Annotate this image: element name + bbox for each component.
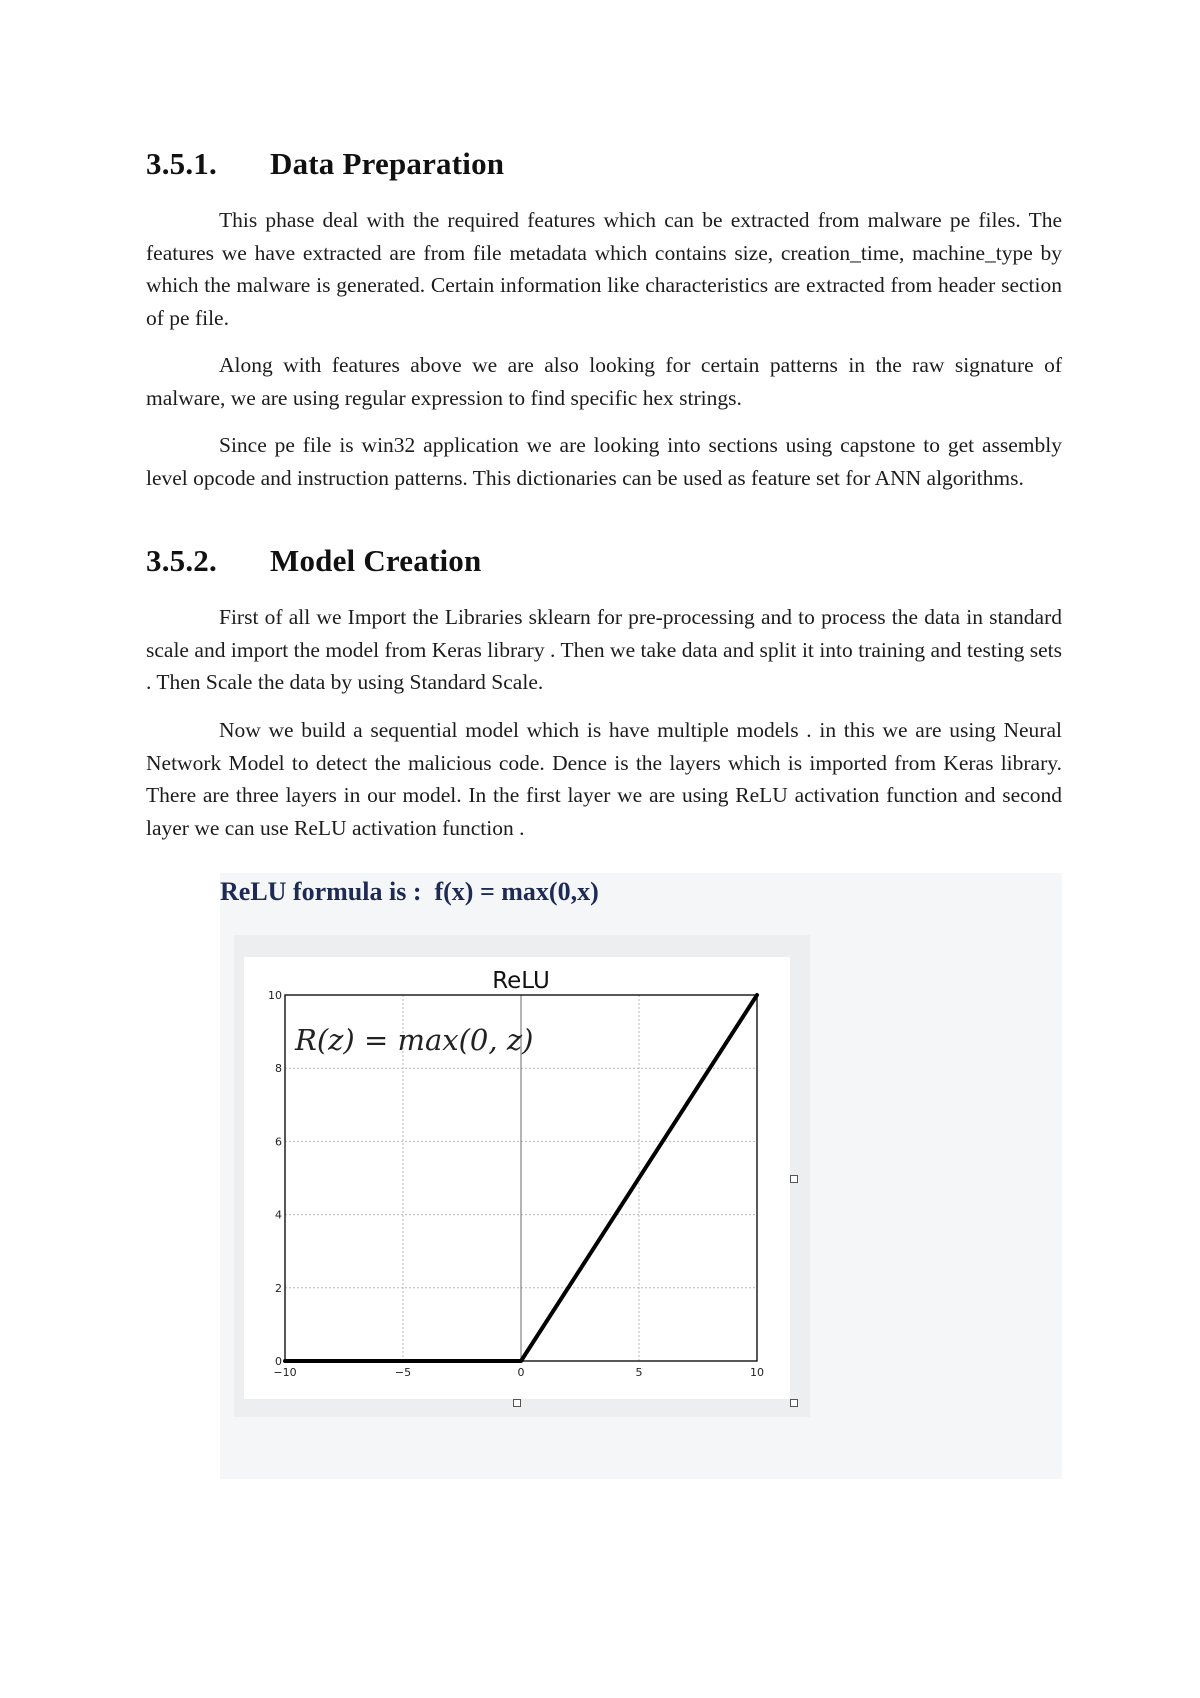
x-tick-label: 10 (750, 1366, 764, 1379)
section-number: 3.5.2. (146, 543, 217, 578)
x-tick-label: −5 (394, 1366, 412, 1379)
paragraph: Along with features above we are also looking for certain patterns in the raw signature of malware, we are using regular expression to find specific hex strings. (146, 353, 1062, 410)
relu-formula-label: ReLU formula is : f(x) = max(0,x) (220, 877, 599, 906)
chart-annotation: R(z) = max(0, z) (295, 1023, 534, 1057)
y-tick-label: 2 (275, 1281, 282, 1295)
section-title: Model Creation (270, 543, 482, 578)
paragraph: First of all we Import the Libraries sklearn for pre-processing and to process the data in standard scale and import the model from Keras library . Then we take data and split it into training and testing sets . Then Scale the data by using Standard Scale. (146, 605, 1062, 694)
y-tick-label: 6 (275, 1135, 282, 1149)
y-tick-label: 10 (268, 989, 282, 1002)
series-data-point (756, 994, 759, 997)
section-title: Data Preparation (270, 146, 505, 181)
x-tick-label: −10 (273, 1366, 297, 1379)
chart-title: ReLU (492, 968, 550, 994)
section-number: 3.5.1. (146, 146, 217, 181)
paragraph: This phase deal with the required features which can be extracted from malware pe files. The features we have extracted are from file metadata which contains size, creation_time, machine_type by which the malware is generated. Certain information like characteristics are extracted from header section of pe file. (146, 208, 1062, 330)
x-tick-label: 0 (517, 1366, 525, 1379)
x-tick-label: 5 (635, 1366, 643, 1379)
series-data-point (520, 1360, 523, 1363)
y-tick-label: 4 (275, 1208, 282, 1222)
y-tick-label: 8 (275, 1062, 282, 1076)
paragraph: Now we build a sequential model which is have multiple models . in this we are using Neural Network Model to detect the malicious code. Dence is the layers which is imported from Keras library. There are three layers in our model. In the first layer we are using ReLU activation function and second layer we can use ReLU activation function . (146, 718, 1062, 840)
paragraph: Since pe file is win32 application we are looking into sections using capstone to get assembly level opcode and instruction patterns. This dictionaries can be used as feature set for ANN algorithms. (146, 433, 1062, 490)
series-data-point (284, 1360, 287, 1363)
y-tick-label: 0 (275, 1355, 282, 1368)
